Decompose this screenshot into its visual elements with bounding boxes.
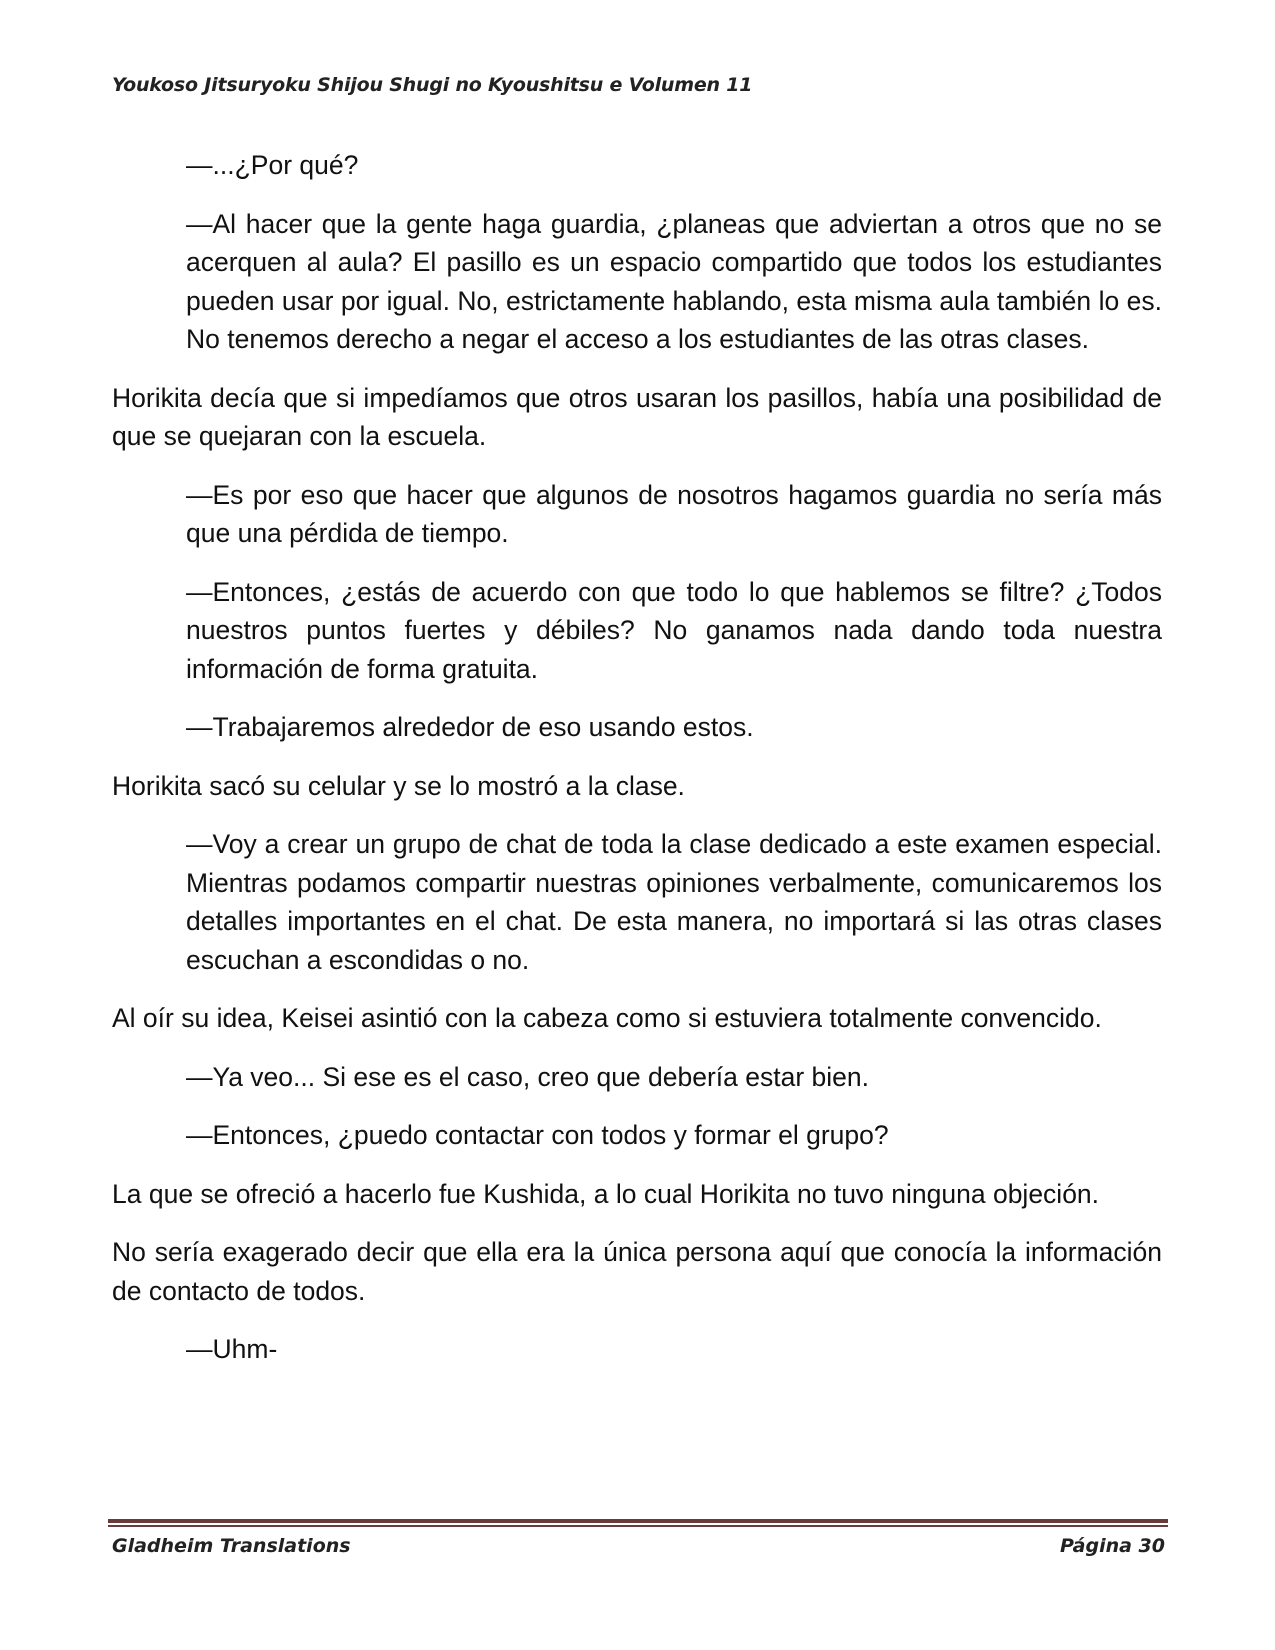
paragraph-dialogue: —...¿Por qué? [186, 150, 359, 180]
paragraph-narration: Al oír su idea, Keisei asintió con la cabeza como si estuviera totalmente convencido. [112, 1003, 1102, 1033]
paragraph-narration: Horikita decía que si impedíamos que otros usaran los pasillos, había una posibilidad de que se quejaran con la escuela. [112, 382, 1162, 451]
paragraph-dialogue: —Es por eso que hacer que algunos de nosotros hagamos guardia no sería más que una pérdida de tiempo. [186, 479, 1162, 548]
paragraph-dialogue: —Voy a crear un grupo de chat de toda la clase dedicado a este examen especial. Mientras podamos compartir nuestras opiniones verbalmente, comunicaremos los detalles importantes en el chat. De esta manera, no importará si las otras clases escuchan a escondidas o no. [186, 829, 1162, 975]
paragraph-narration: Horikita sacó su celular y se lo mostró a la clase. [112, 770, 685, 801]
footer-divider-thick [108, 1519, 1168, 1523]
paragraph-narration: La que se ofreció a hacerlo fue Kushida, a lo cual Horikita no tuvo ninguna objeción. [112, 1178, 1100, 1209]
paragraph-dialogue: —Ya veo... Si ese es el caso, creo que debería estar bien. [186, 1061, 870, 1092]
page-body [112, 146, 1162, 1389]
paragraph-dialogue: —Uhm- [186, 1334, 278, 1364]
footer-divider-thin [108, 1525, 1168, 1527]
paragraph-dialogue: —Entonces, ¿puedo contactar con todos y formar el grupo? [186, 1120, 889, 1150]
paragraph-dialogue: —Al hacer que la gente haga guardia, ¿planeas que adviertan a otros que no se acerquen al aula? El pasillo es un espacio compartido que todos los estudiantes pueden usar por igual. No, estrictamente hablando, esta misma aula también lo es. No tenemos derecho a negar el acceso a los estudiantes de las otras clases. [186, 208, 1162, 354]
footer-translator-credit: Gladheim Translations [112, 1535, 351, 1557]
paragraph-narration: No sería exagerado decir que ella era la única persona aquí que conocía la información de contacto de todos. [112, 1237, 1162, 1306]
paragraph-dialogue: —Trabajaremos alrededor de eso usando estos. [186, 712, 754, 742]
page-header-title: Youkoso Jitsuryoku Shijou Shugi no Kyoushitsu e Volumen 11 [112, 74, 753, 96]
paragraph-dialogue: —Entonces, ¿estás de acuerdo con que todo lo que hablemos se filtre? ¿Todos nuestros puntos fuertes y débiles? No ganamos nada dando toda nuestra información de forma gratuita. [186, 576, 1162, 684]
footer-page-number: Página 30 [1059, 1535, 1165, 1557]
